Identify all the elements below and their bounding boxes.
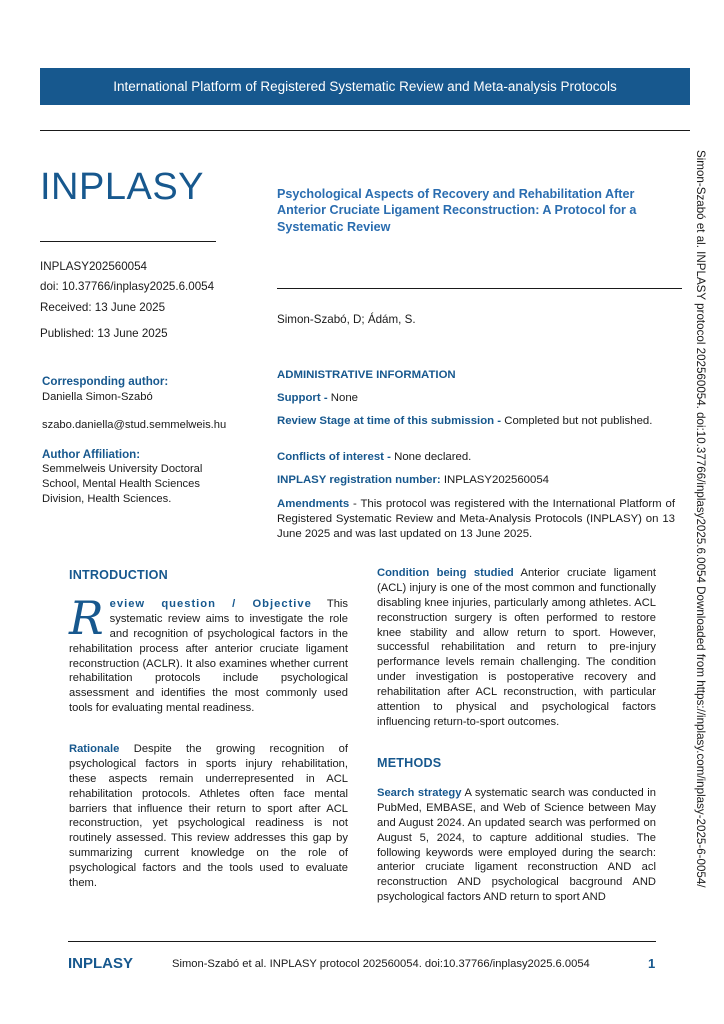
rationale-text: Despite the growing recognition of psychological factors in sports injury rehabilitation, these aspects remain underrepresented in ACL rehabilitation protocols. Athletes often face mental barriers that influence their return to sport after ACL reconstruction, yet psychological readiness is not routinely assessed. This review addresses this gap by summarizing current knowledge on the role of psychological factors and the tools used to evaluate them. bbox=[69, 743, 348, 890]
affiliation-text: Semmelweis University Doctoral School, Mental Health Sciences Division, Health Sciences. bbox=[42, 463, 203, 506]
search-strategy-text: A systematic search was conducted in PubMed, EMBASE, and Web of Science between May and August 2024. An updated search was performed on August 5, 2024, to capture additional studies. The following keywords were employed during the search: anterior cruciate ligament reconstruction AND acl reconstruction AND psychological bacground AND psychological factors AND return to sport AND bbox=[377, 787, 656, 904]
condition-text: Anterior cruciate ligament (ACL) injury is one of the most common and functionally disabling knee injuries, particularly among athletes. ACL reconstruction surgery is often performed to restore knee stability and allow return to sport. However, successful rehabilitation and return to pre-injury performance levels remain challenging. The condition under investigation is postoperative recovery and rehabilitation after ACL reconstruction, with particular attention to physical and psychological factors influencing return-to-sport outcomes. bbox=[377, 567, 656, 728]
doi[interactable]: doi: 10.37766/inplasy2025.6.0054 bbox=[40, 280, 215, 293]
published-date: Published: 13 June 2025 bbox=[40, 327, 168, 340]
condition-label: Condition being studied bbox=[377, 567, 514, 579]
protocol-id: INPLASY202560054 bbox=[40, 260, 148, 273]
regnum-value: INPLASY202560054 bbox=[440, 474, 550, 486]
received-date: Received: 13 June 2025 bbox=[40, 301, 166, 314]
side-citation-text[interactable]: Simon-Szabó et al. INPLASY protocol 202560054. doi:10.37766/inplasy2025.6.0054 Downloaded from https://inplasy.com/inplasy-2025-6-0054/ bbox=[694, 150, 707, 888]
authors: Simon-Szabó, D; Ádám, S. bbox=[277, 313, 416, 326]
conflicts-label: Conflicts of interest - bbox=[277, 451, 391, 463]
review-question-text: This systematic review aims to investigate the role and recognition of psychological factors in the rehabilitation process after anterior cruciate ligament reconstruction (ACLR). It also examines whether current rehabilitation protocols include psychological assessment and identifies the most commonly used tools for evaluating mental readiness. bbox=[69, 598, 349, 715]
footer-citation: Simon-Szabó et al. INPLASY protocol 202560054. doi:10.37766/inplasy2025.6.0054 bbox=[172, 958, 590, 970]
support-value: None bbox=[327, 392, 359, 404]
review-question-paragraph bbox=[69, 591, 349, 716]
support-line bbox=[277, 391, 675, 406]
search-strategy-paragraph bbox=[377, 786, 656, 905]
search-strategy-label: Search strategy bbox=[377, 787, 462, 799]
amendments-value: - This protocol was registered with the International Platform of Registered Systematic Review and Meta-Analysis Protocols (INPLASY) on 13 June 2025 and was last updated on 13 June 2025. bbox=[277, 498, 675, 540]
dropcap: R bbox=[69, 591, 104, 645]
amendments-label: Amendments bbox=[277, 498, 350, 510]
stage-value: Completed but not published. bbox=[501, 415, 653, 427]
brand-rule bbox=[40, 241, 216, 242]
top-rule bbox=[40, 130, 690, 131]
stage-label: Review Stage at time of this submission - bbox=[277, 415, 502, 427]
footer-rule bbox=[68, 941, 656, 942]
conflicts-line bbox=[277, 450, 675, 465]
paper-title: Psychological Aspects of Recovery and Rehabilitation After Anterior Cruciate Ligament Reconstruction: A Protocol for a Systematic Review bbox=[277, 187, 637, 234]
side-citation bbox=[680, 150, 720, 940]
regnum-line bbox=[277, 473, 675, 488]
corresponding-email[interactable]: szabo.daniella@stud.semmelweis.hu bbox=[42, 419, 227, 431]
title-rule bbox=[277, 288, 682, 289]
support-label: Support - bbox=[277, 392, 328, 404]
banner-text: International Platform of Registered Systematic Review and Meta-analysis Protocols bbox=[113, 79, 617, 94]
methods-heading: METHODS bbox=[377, 756, 442, 770]
journal-brand: INPLASY bbox=[40, 166, 205, 208]
footer-brand: INPLASY bbox=[68, 955, 134, 972]
review-question-label: eview question / Objective bbox=[109, 598, 312, 610]
admin-heading-text: ADMINISTRATIVE INFORMATION bbox=[277, 369, 456, 381]
header-banner bbox=[40, 68, 690, 105]
rationale-paragraph bbox=[69, 742, 348, 891]
admin-heading bbox=[277, 368, 675, 383]
amendments-line bbox=[277, 497, 675, 541]
stage-line bbox=[277, 414, 675, 429]
rationale-label: Rationale bbox=[69, 743, 120, 755]
introduction-heading: INTRODUCTION bbox=[69, 568, 168, 582]
corresponding-name: Daniella Simon-Szabó bbox=[42, 391, 153, 403]
condition-paragraph bbox=[377, 566, 656, 730]
regnum-label: INPLASY registration number: bbox=[277, 474, 441, 486]
page-number: 1 bbox=[648, 956, 656, 971]
conflicts-value: None declared. bbox=[390, 451, 472, 463]
affiliation-heading: Author Affiliation: bbox=[42, 448, 141, 461]
corresponding-heading: Corresponding author: bbox=[42, 375, 169, 388]
